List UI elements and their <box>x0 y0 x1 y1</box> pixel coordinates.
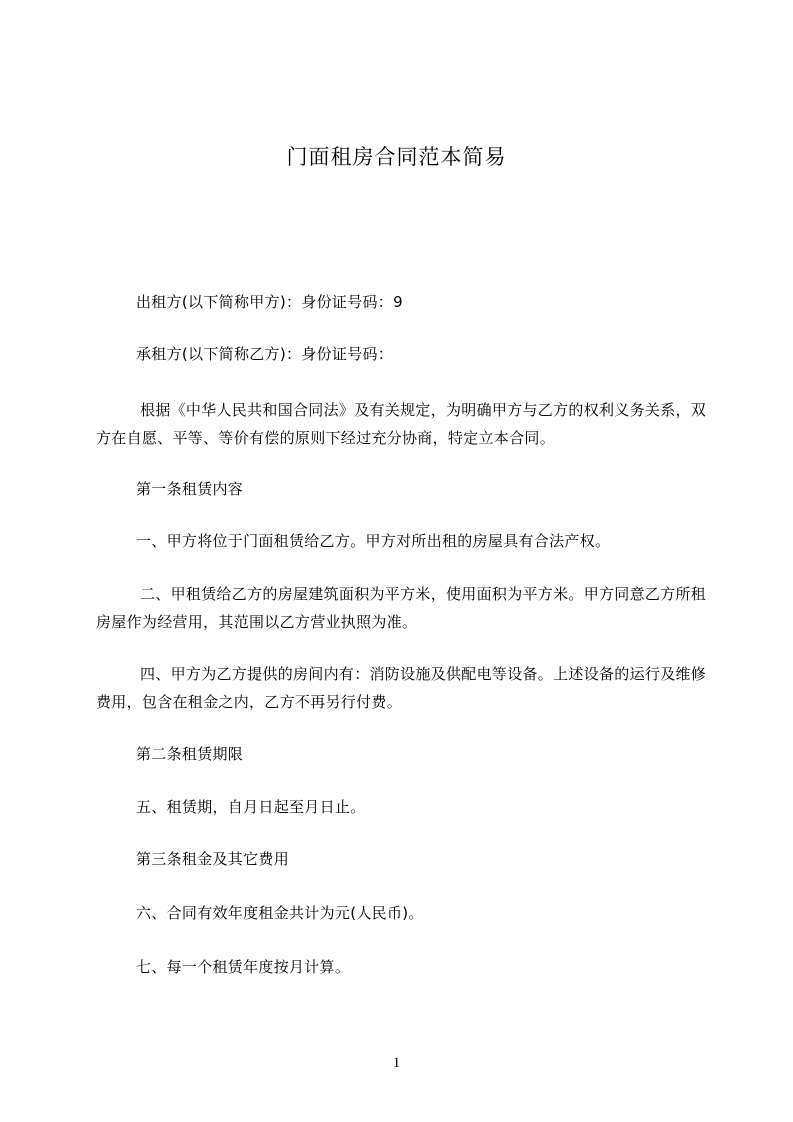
document-title: 门面租房合同范本简易 <box>286 145 507 169</box>
lessor-line: 出租方(以下简称甲方)：身份证号码：9 <box>136 293 403 311</box>
article-3-heading: 第三条租金及其它费用 <box>136 850 290 868</box>
clause-6: 六、合同有效年度租金共计为元(人民币)。 <box>136 904 424 922</box>
preamble-paragraph: 根据《中华人民共和国合同法》及有关规定，为明确甲方与乙方的权利义务关系，双方在自愿、平等、等价有偿的原则下经过充分协商，特定立本合同。 <box>96 401 707 447</box>
clause-2: 二、甲租赁给乙方的房屋建筑面积为平方米，使用面积为平方米。甲方同意乙方所租房屋作为经营用，其范围以乙方营业执照为准。 <box>96 585 707 631</box>
page-number: 1 <box>392 1055 401 1071</box>
clause-7: 七、每一个租赁年度按月计算。 <box>136 958 351 976</box>
clause-4: 四、甲方为乙方提供的房间内有：消防设施及供配电等设备。上述设备的运行及维修费用，包含在租金之内，乙方不再另行付费。 <box>96 665 707 711</box>
article-2-heading: 第二条租赁期限 <box>136 745 244 763</box>
article-1-heading: 第一条租赁内容 <box>136 480 244 498</box>
lessee-line: 承租方(以下简称乙方)：身份证号码： <box>136 345 394 363</box>
clause-5: 五、租赁期，自月日起至月日止。 <box>136 798 366 816</box>
clause-1: 一、甲方将位于门面租赁给乙方。甲方对所出租的房屋具有合法产权。 <box>136 532 611 550</box>
